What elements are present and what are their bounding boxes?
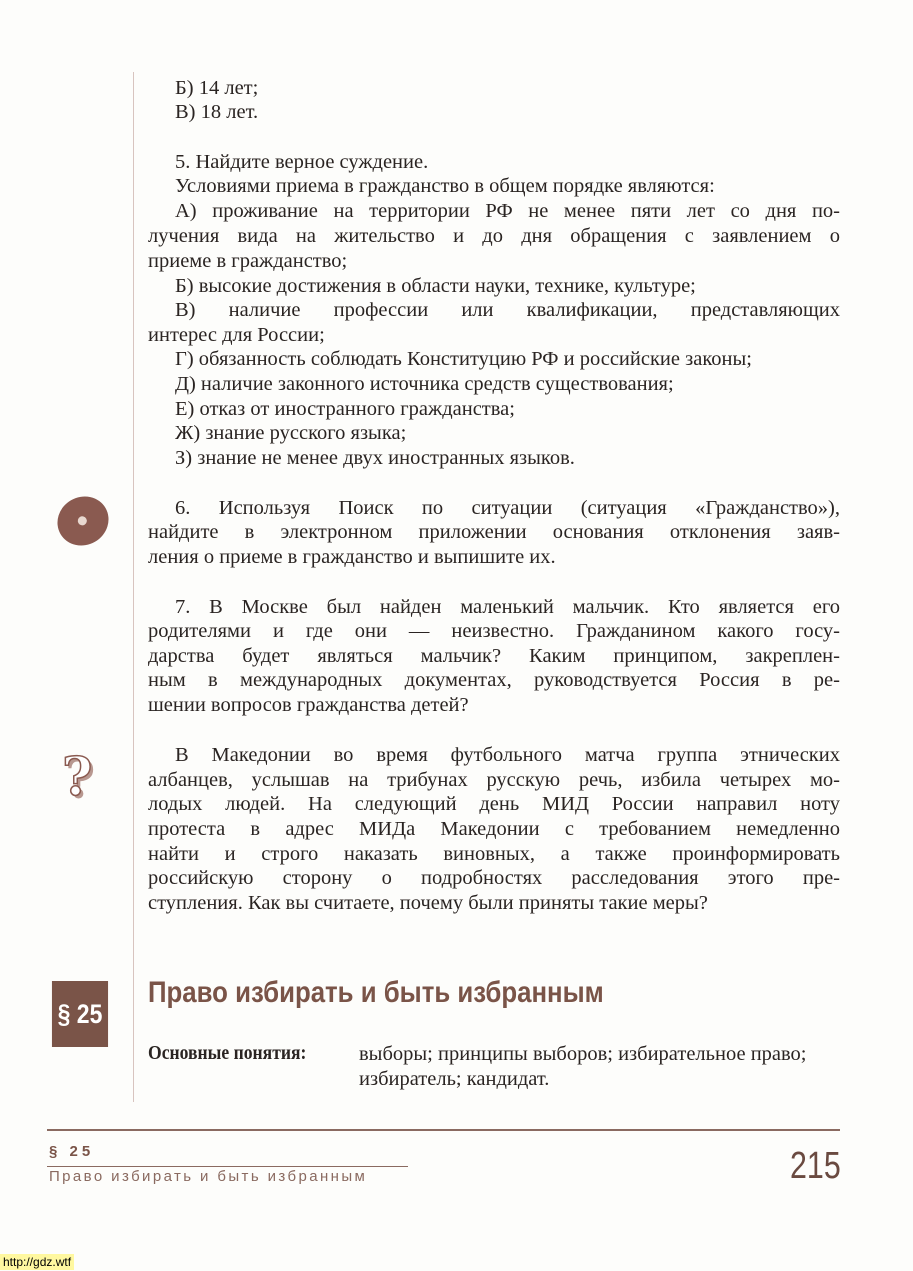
- text-line: лучения вида на жительство и до дня обращения с заявлением о: [148, 225, 840, 247]
- text-line: российскую сторону о подробностях расследования этого пре-: [148, 867, 840, 889]
- footer-rule: [47, 1129, 840, 1131]
- watermark: http://gdz.wtf: [0, 1254, 74, 1270]
- text-line: найти и строго наказать виновных, а также проинформировать: [148, 843, 840, 865]
- text-line: интерес для России;: [148, 324, 325, 346]
- text-line: ления о приеме в гражданство и выпишите их.: [148, 546, 556, 568]
- text-line: приеме в гражданство;: [148, 250, 348, 272]
- text-line: З) знание не менее двух иностранных языков.: [175, 447, 575, 469]
- concepts-list: выборы; принципы выборов; избирательное право; избиратель; кандидат.: [359, 1043, 807, 1090]
- text-line: 6. Используя Поиск по ситуации (ситуация «Гражданство»),: [175, 497, 840, 519]
- text-line: шении вопросов гражданства детей?: [148, 694, 469, 716]
- text-line: Б) высокие достижения в области науки, технике, культуре;: [175, 275, 696, 297]
- text-line: протеста в адрес МИДа Македонии с требованием немедленно: [148, 818, 840, 840]
- text-line: найдите в электронном приложении основания отклонения заяв-: [148, 521, 840, 543]
- text-line: В) 18 лет.: [175, 101, 259, 123]
- margin-rule: [133, 72, 134, 1102]
- text-line: Условиями приема в гражданство в общем порядке являются:: [175, 175, 715, 197]
- text-line: ным в международных документах, руководствуется Россия в ре-: [148, 669, 840, 691]
- text-line: ступления. Как вы считаете, почему были приняты такие меры?: [148, 892, 708, 914]
- section-badge: § 25: [52, 981, 108, 1047]
- section-title: Право избирать и быть избранным: [148, 976, 604, 1009]
- text-line: Ж) знание русского языка;: [175, 422, 407, 444]
- footer-divider: [47, 1166, 408, 1167]
- text-line: лодых людей. На следующий день МИД России направил ноту: [148, 793, 840, 815]
- text-line: В Македонии во время футбольного матча группа этнических: [175, 744, 840, 766]
- text-line: 7. В Москве был найден маленький мальчик. Кто является его: [175, 596, 840, 618]
- text-line: Б) 14 лет;: [175, 77, 259, 99]
- footer-title: Право избирать и быть избранным: [49, 1168, 368, 1185]
- text-line: 5. Найдите верное суждение.: [175, 151, 429, 173]
- text-line: Д) наличие законного источника средств существования;: [175, 373, 674, 395]
- disc-icon: [48, 487, 117, 555]
- text-line: албанцев, услышав на трибунах русскую речь, избила четырех мо-: [148, 769, 840, 791]
- text-line: В) наличие профессии или квалификации, представляющих: [175, 299, 840, 321]
- page-number: 215: [790, 1145, 841, 1187]
- footer-section: § 25: [49, 1143, 95, 1160]
- text-line: дарства будет являться мальчик? Каким принципом, закреплен-: [148, 645, 840, 667]
- text-line: Г) обязанность соблюдать Конституцию РФ и российские законы;: [175, 348, 752, 370]
- text-line: А) проживание на территории РФ не менее пяти лет со дня по-: [175, 200, 840, 222]
- text-line: родителями и где они — неизвестно. Гражданином какого госу-: [148, 620, 840, 642]
- concepts-label: Основные понятия:: [148, 1042, 307, 1064]
- question-mark-icon: ?: [62, 747, 93, 808]
- text-line: Е) отказ от иностранного гражданства;: [175, 398, 515, 420]
